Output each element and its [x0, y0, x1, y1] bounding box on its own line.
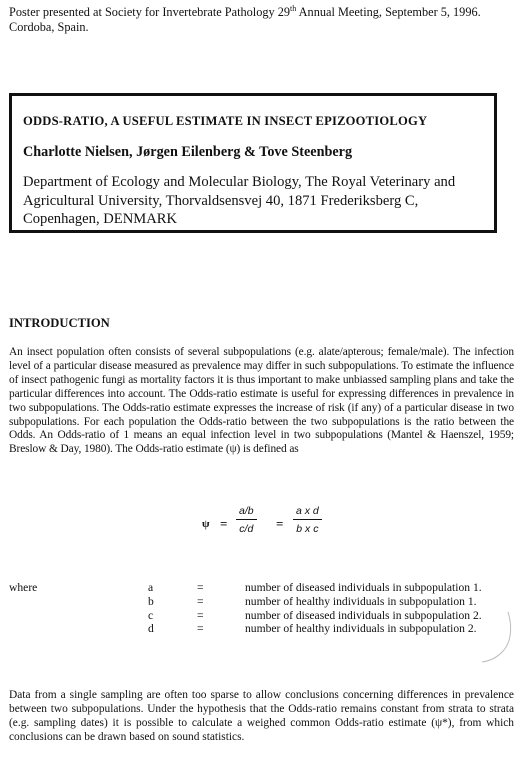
- poster-header: [9, 5, 514, 34]
- fraction-numerator: a x d: [296, 505, 319, 517]
- definition-row: [140, 609, 520, 623]
- variable-name: a: [148, 581, 154, 594]
- definition-row: [140, 595, 520, 609]
- title-box: [9, 93, 497, 233]
- equals-sign: =: [197, 594, 204, 608]
- affiliation: Department of Ecology and Molecular Biology, The Royal Veterinary and Agricultural University, Thorvaldsensvej 40, 1871 Frederiksberg C, Copenhagen, DENMARK: [23, 174, 456, 227]
- variable-name: c: [148, 608, 154, 622]
- closing-paragraph: Data from a single sampling are often too sparse to allow conclusions concerning differences in prevalence between two subpopulations. Under the hypothesis that the Odds-ratio remains constant from strata to strata (e.g. sampling dates) it is possible to calculate a weighed common Odds-ratio estimate (ψ*), from which conclusions can be drawn based on sound statistics.: [9, 689, 514, 743]
- equals-sign: =: [276, 516, 284, 531]
- fraction-denominator: b x c: [296, 523, 319, 535]
- pencil-mark: [478, 610, 518, 665]
- variable-definitions: [140, 581, 520, 636]
- definition-row: [140, 581, 520, 595]
- header-text: Poster presented at Society for Invertebrate Pathology 29: [9, 5, 291, 19]
- equals-sign: =: [197, 581, 204, 594]
- authors: Charlotte Nielsen, Jørgen Eilenberg & Tove Steenberg: [23, 144, 353, 160]
- fraction-denominator: c/d: [239, 523, 254, 535]
- header-superscript: th: [290, 3, 297, 13]
- variable-name: d: [148, 622, 154, 636]
- psi-symbol: ψ: [202, 518, 210, 530]
- variable-description: number of healthy individuals in subpopulation 1.: [245, 594, 477, 608]
- introduction-heading: INTRODUCTION: [9, 316, 110, 330]
- definition-row: [140, 622, 520, 636]
- equals-sign: =: [220, 516, 228, 531]
- odds-ratio-formula: [200, 505, 340, 545]
- variable-description: number of diseased individuals in subpopulation 1.: [245, 581, 482, 594]
- fraction-odds: [236, 505, 257, 535]
- fraction-product: [293, 505, 322, 535]
- where-label: where: [9, 581, 38, 594]
- fraction-numerator: a/b: [239, 505, 254, 517]
- header-text-continued: Annual Meeting, September 5, 1996. Cordoba, Spain.: [9, 5, 481, 34]
- variable-description: number of healthy individuals in subpopulation 2.: [245, 622, 477, 636]
- equals-sign: =: [197, 622, 204, 636]
- variable-name: b: [148, 594, 154, 608]
- paper-title: ODDS-RATIO, A USEFUL ESTIMATE IN INSECT EPIZOOTIOLOGY: [23, 114, 428, 128]
- variable-description: number of diseased individuals in subpopulation 2.: [245, 608, 482, 622]
- introduction-paragraph: An insect population often consists of several subpopulations (e.g. alate/apterous; female/male). The infection level of a particular disease measured as prevalence may differ in such subpopulations. To estimate the influence of insect pathogenic fungi as mortality factors it is thus important to make unbiassed sampling plans and take the particular differences into account. The Odds-ratio estimate is useful for expressing differences in prevalence in two subpopulations. The Odds-ratio estimate expresses the increase of risk (if any) of a particular disease in two subpopulations. For each population the Odds-ratio between the two subpopulations is the ratio between the Odds. An Odds-ratio of 1 means an equal infection level in two subpopulations (Mantel & Haenszel, 1959; Breslow & Day, 1980). The Odds-ratio estimate (ψ) is defined as: [9, 346, 514, 456]
- equals-sign: =: [197, 608, 204, 622]
